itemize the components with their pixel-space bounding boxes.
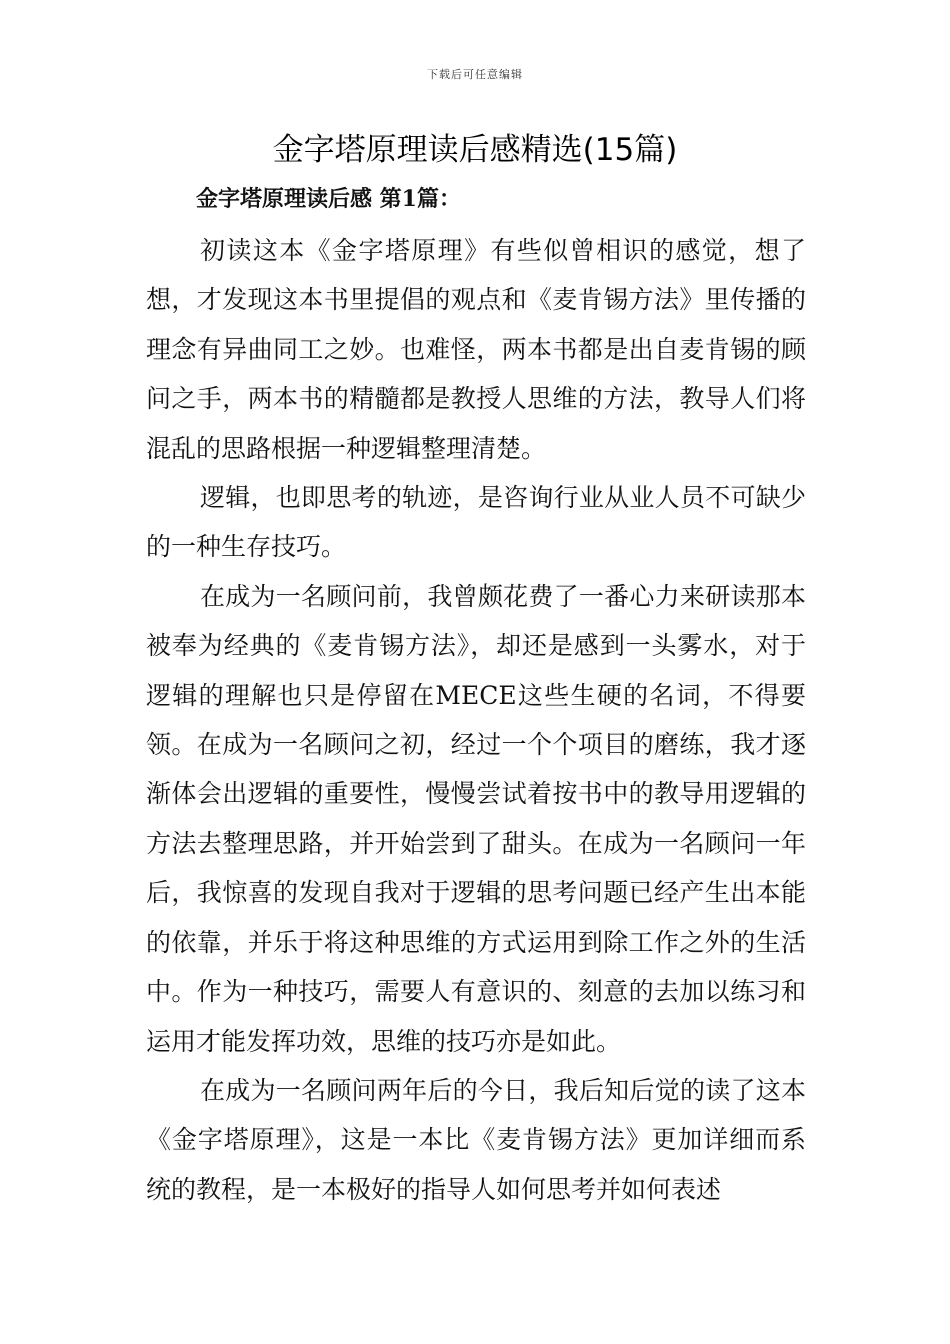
paragraph-2: 逻辑，也即思考的轨迹，是咨询行业从业人员不可缺少的一种生存技巧。 [146, 483, 806, 562]
section-heading: 金字塔原理读后感 第1篇： [196, 186, 461, 212]
document-title: 金字塔原理读后感精选(15篇) [272, 132, 678, 168]
body-text [146, 226, 806, 1214]
paragraph-3: 在成为一名顾问前，我曾颇花费了一番心力来研读那本被奉为经典的《麦肯锡方法》，却还是感到一头雾水，对于逻辑的理解也只是停留在MECE这些生硬的名词，不得要领。在成为一名顾问之初，经过一个个项目的磨练，我才逐渐体会出逻辑的重要性，慢慢尝试着按书中的教导用逻辑的方法去整理思路，并开始尝到了甜头。在成为一名顾问一年后，我惊喜的发现自我对于逻辑的思考问题已经产生出本能的依靠，并乐于将这种思维的方式运用到除工作之外的生活中。作为一种技巧，需要人有意识的、刻意的去加以练习和运用才能发挥功效，思维的技巧亦是如此。 [146, 581, 806, 1056]
header-note: 下载后可任意编辑 [427, 68, 523, 81]
paragraph-1: 初读这本《金字塔原理》有些似曾相识的感觉，想了想，才发现这本书里提倡的观点和《麦肯锡方法》里传播的理念有异曲同工之妙。也难怪，两本书都是出自麦肯锡的顾问之手，两本书的精髓都是教授人思维的方法，教导人们将混乱的思路根据一种逻辑整理清楚。 [146, 236, 806, 463]
paragraph-4: 在成为一名顾问两年后的今日，我后知后觉的读了这本《金字塔原理》，这是一本比《麦肯锡方法》更加详细而系统的教程，是一本极好的指导人如何思考并如何表述 [146, 1075, 806, 1204]
